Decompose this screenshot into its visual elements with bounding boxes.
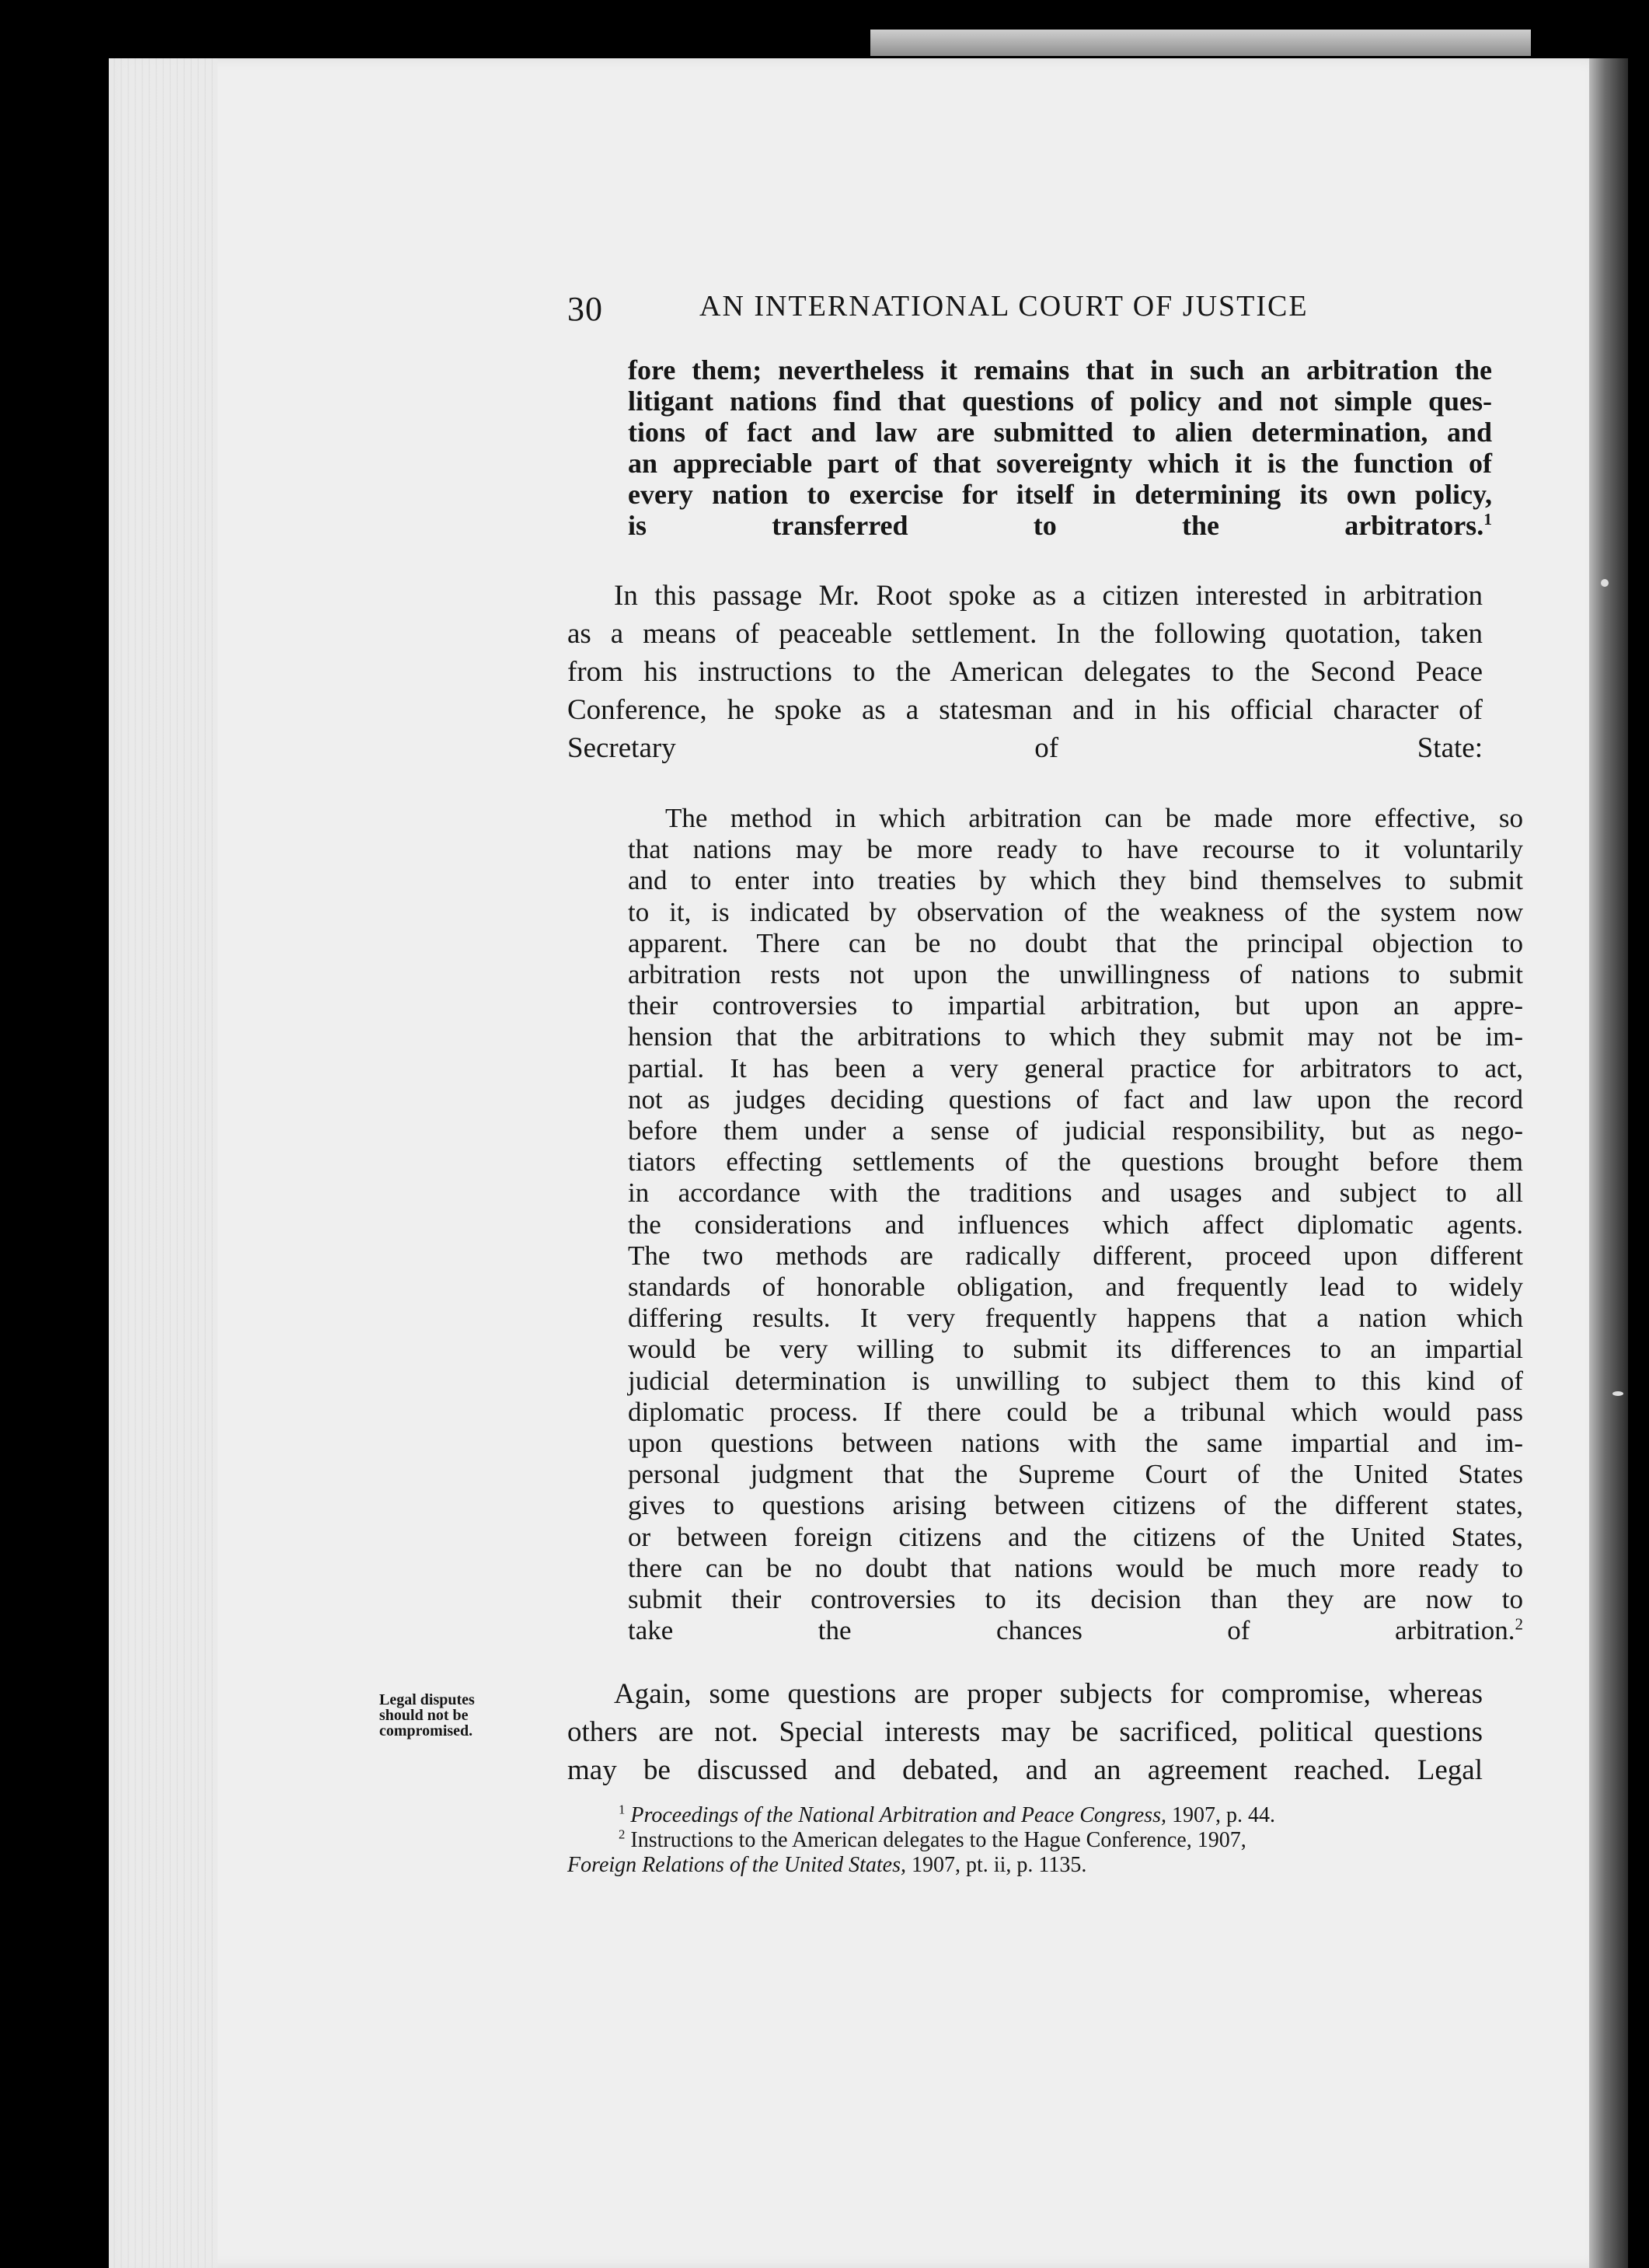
scan-speck (1612, 1391, 1623, 1396)
footnote-1 (567, 1803, 1488, 1828)
quote-line: personal judgment that the Supreme Court of the United States (628, 1459, 1523, 1490)
quote-line: there can be no doubt that nations would be much more ready to (628, 1552, 1523, 1583)
quote-line: before them under a sense of judicial responsibility, but as nego- (628, 1115, 1523, 1146)
footnote-2-continued (567, 1853, 1488, 1878)
quote-line: not as judges deciding questions of fact and law upon the record (628, 1083, 1523, 1115)
quote-line: hension that the arbitrations to which they submit may not be im- (628, 1021, 1523, 1052)
paragraph-compromise (567, 1675, 1483, 1789)
paragraph-line: Conference, he spoke as a statesman and in his official character of (567, 694, 1483, 726)
scan-top-strip (870, 30, 1531, 56)
footnote-ref: 2 (1515, 1614, 1523, 1634)
quote-line: litigant nations find that questions of policy and not simple ques- (628, 386, 1492, 417)
opening-quote (628, 354, 1492, 541)
paragraph-root-passage (567, 577, 1483, 767)
footnote-2 (567, 1828, 1488, 1853)
quote-line: or between foreign citizens and the citizens of the United States, (628, 1521, 1523, 1552)
quote-line: their controversies to impartial arbitration, but upon an appre- (628, 990, 1523, 1021)
quote-line: every nation to exercise for itself in determining its own policy, (628, 479, 1492, 510)
quote-line: an appreciable part of that sovereignty which it is the function of (628, 448, 1492, 479)
block-quote-instructions (628, 803, 1523, 1646)
quote-line: differing results. It very frequently happens that a nation which (628, 1303, 1523, 1334)
quote-line: The two methods are radically different, proceed upon different (628, 1240, 1523, 1271)
footnote-title: Proceedings of the National Arbitration and Peace Congress, (630, 1803, 1166, 1827)
footnote-citation: 1907, pt. ii, p. 1135. (912, 1853, 1087, 1877)
quote-line: in accordance with the traditions and usages and subject to all (628, 1178, 1523, 1209)
running-head: AN INTERNATIONAL COURT OF JUSTICE (699, 290, 1309, 323)
quote-line: standards of honorable obligation, and frequently lead to widely (628, 1272, 1523, 1303)
quote-line: fore them; nevertheless it remains that in such an arbitration the (628, 354, 1492, 386)
page-header (567, 289, 1407, 328)
quote-line: gives to questions arising between citizens of the different states, (628, 1490, 1523, 1521)
quote-line: The method in which arbitration can be made more effective, so (665, 803, 1523, 833)
footnotes (567, 1803, 1488, 1878)
paragraph-line: others are not. Special interests may be sacrificed, political questions (567, 1716, 1483, 1748)
paragraph-line: In this passage Mr. Root spoke as a citizen interested in arbitration (614, 580, 1483, 612)
page-number: 30 (567, 290, 603, 328)
quote-line: upon questions between nations with the same impartial and im- (628, 1428, 1523, 1459)
footnote-ref: 1 (1483, 510, 1492, 529)
quote-line: to it, is indicated by observation of the weakness of the system now (628, 896, 1523, 927)
paragraph-line: Secretary of State: (567, 732, 1483, 764)
quote-line: that nations may be more ready to have recourse to it voluntarily (628, 834, 1523, 865)
quote-line: judicial determination is unwilling to subject them to this kind of (628, 1365, 1523, 1396)
quote-line: is transferred to the arbitrators. (628, 510, 1484, 541)
paragraph-line: Again, some questions are proper subjects for compromise, whereas (614, 1678, 1483, 1710)
footnote-citation: 1907, p. 44. (1171, 1803, 1275, 1827)
quote-line: tions of fact and law are submitted to alien determination, and (628, 417, 1492, 448)
footnote-title: Foreign Relations of the United States, (567, 1853, 907, 1877)
footnote-mark: 2 (619, 1827, 626, 1842)
scan-right-border (1589, 58, 1628, 2268)
quote-line: apparent. There can be no doubt that the principal objection to (628, 927, 1523, 958)
quote-last-line (628, 1615, 1523, 1646)
scan-speck (1601, 579, 1609, 587)
page-edge-shading (109, 58, 218, 2268)
quote-line: the considerations and influences which affect diplomatic agents. (628, 1209, 1523, 1240)
quote-line: tiators effecting settlements of the questions brought before them (628, 1146, 1523, 1178)
footnote-mark: 1 (619, 1802, 626, 1817)
quote-line: take the chances of arbitration. (628, 1615, 1515, 1646)
quote-last-line (628, 510, 1492, 541)
footnote-text: Instructions to the American delegates to the Hague Conference, 1907, (630, 1828, 1246, 1852)
quote-line: would be very willing to submit its differences to an impartial (628, 1334, 1523, 1365)
margin-note: Legal disputes should not be compromised. (379, 1691, 475, 1739)
paragraph-line: as a means of peaceable settlement. In the following quotation, taken (567, 618, 1483, 650)
paragraph-line: from his instructions to the American delegates to the Second Peace (567, 656, 1483, 688)
paragraph-line: may be discussed and debated, and an agreement reached. Legal (567, 1754, 1483, 1786)
quote-line: and to enter into treaties by which they bind themselves to submit (628, 865, 1523, 896)
quote-line: arbitration rests not upon the unwillingness of nations to submit (628, 959, 1523, 990)
quote-line: submit their controversies to its decision than they are now to (628, 1584, 1523, 1615)
quote-line: partial. It has been a very general practice for arbitrators to act, (628, 1052, 1523, 1083)
quote-line: diplomatic process. If there could be a tribunal which would pass (628, 1396, 1523, 1427)
